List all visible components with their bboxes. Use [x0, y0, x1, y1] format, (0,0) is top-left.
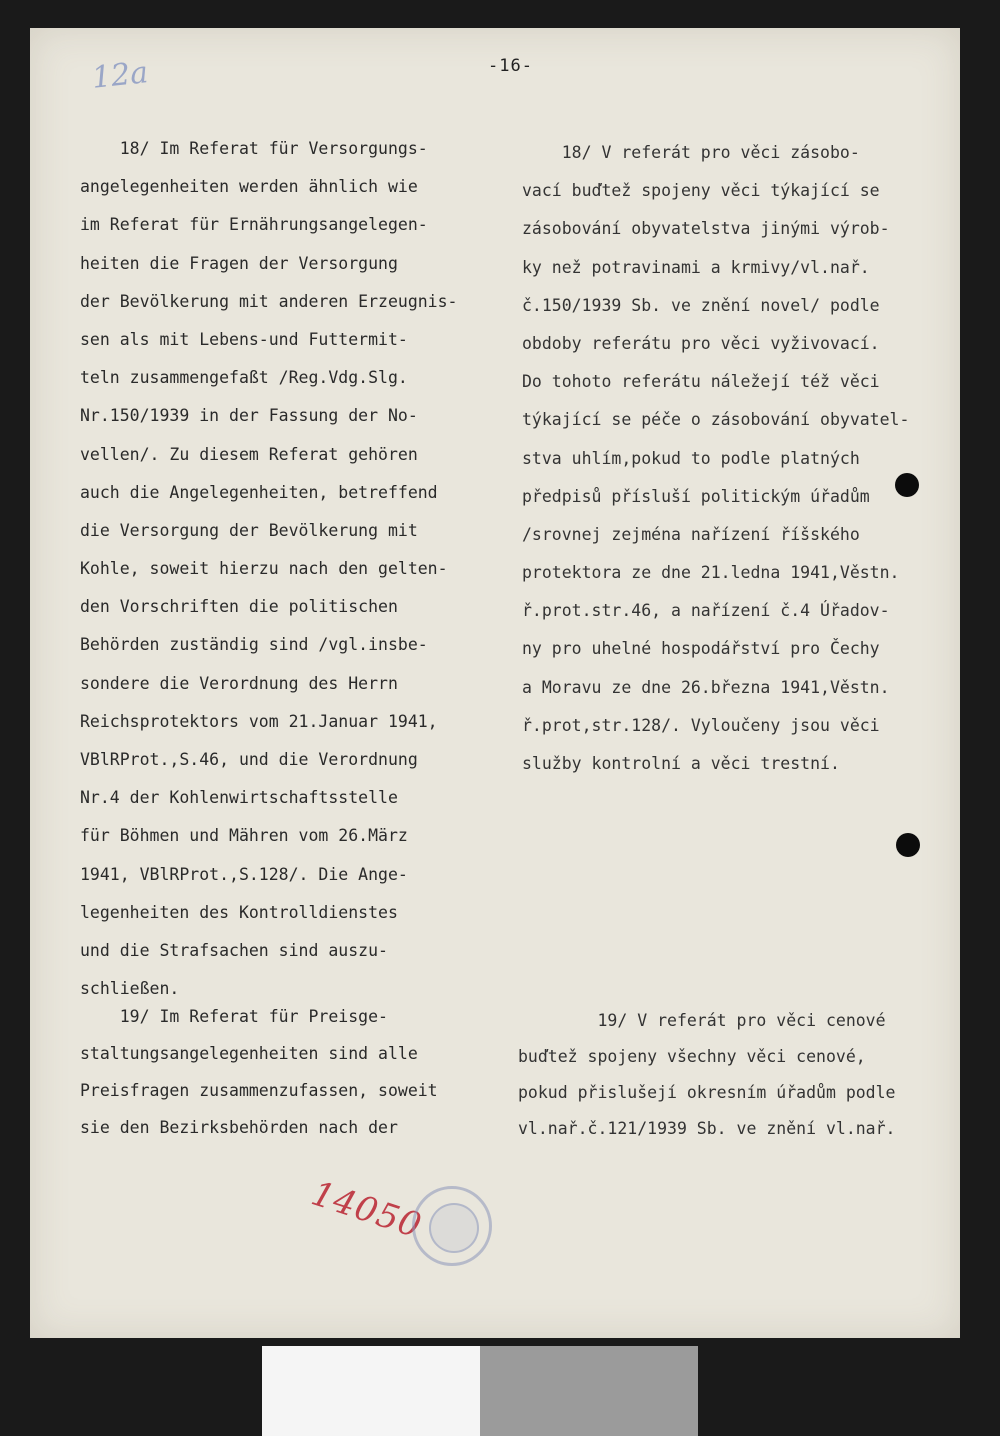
- text-line: vellen/. Zu diesem Referat gehören: [80, 444, 418, 464]
- text-line: Do tohoto referátu náležejí též věci: [522, 372, 880, 392]
- text-line: předpisů přísluší politickým úřadům: [522, 486, 870, 506]
- seal-emblem: [429, 1203, 479, 1253]
- text-line: angelegenheiten werden ähnlich wie: [80, 177, 418, 197]
- text-line: Nr.150/1939 in der Fassung der No-: [80, 406, 418, 426]
- archive-number-stamp: 14050: [306, 1173, 427, 1247]
- text-line: 19/ Im Referat für Preisge-: [80, 1007, 388, 1026]
- text-line: vl.nař.č.121/1939 Sb. ve znění vl.nař.: [518, 1119, 896, 1138]
- text-line: Preisfragen zusammenzufassen, soweit: [80, 1081, 438, 1100]
- text-line: ř.prot,str.128/. Vyloučeny jsou věci: [522, 715, 880, 735]
- text-line: staltungsangelegenheiten sind alle: [80, 1044, 418, 1063]
- text-line: 19/ V referát pro věci cenové: [518, 1011, 886, 1030]
- punch-hole: [896, 833, 920, 857]
- german-paragraph-18: [80, 130, 458, 1008]
- text-line: týkající se péče o zásobování obyvatel-: [522, 410, 910, 430]
- text-line: 1941, VBlRProt.,S.128/. Die Ange-: [80, 864, 408, 884]
- text-line: der Bevölkerung mit anderen Erzeugnis-: [80, 291, 458, 311]
- text-line: protektora ze dne 21.ledna 1941,Věstn.: [522, 563, 900, 583]
- text-line: č.150/1939 Sb. ve znění novel/ podle: [522, 295, 880, 315]
- text-line: und die Strafsachen sind auszu-: [80, 940, 388, 960]
- text-line: legenheiten des Kontrolldienstes: [80, 902, 398, 922]
- czech-paragraph-19: [518, 1003, 896, 1147]
- color-calibration-white: [262, 1346, 480, 1436]
- color-calibration-gray: [480, 1346, 698, 1436]
- text-line: služby kontrolní a věci trestní.: [522, 754, 840, 773]
- text-line: Behörden zuständig sind /vgl.insbe-: [80, 635, 428, 655]
- text-line: für Böhmen und Mähren vom 26.März: [80, 826, 408, 846]
- text-line: schließen.: [80, 979, 180, 999]
- text-line: die Versorgung der Bevölkerung mit: [80, 520, 418, 540]
- text-line: den Vorschriften die politischen: [80, 597, 398, 617]
- text-line: 18/ Im Referat für Versorgungs-: [80, 139, 428, 158]
- text-line: Reichsprotektors vom 21.Januar 1941,: [80, 711, 438, 731]
- page-number: -16-: [488, 56, 533, 76]
- text-line: buďtež spojeny všechny věci cenové,: [518, 1047, 866, 1066]
- text-line: 18/ V referát pro věci zásobo-: [522, 143, 860, 162]
- text-line: sondere die Verordnung des Herrn: [80, 673, 398, 693]
- czech-paragraph-18: [522, 134, 909, 783]
- text-line: /srovnej zejména nařízení říšského: [522, 524, 860, 544]
- text-line: teln zusammengefaßt /Reg.Vdg.Slg.: [80, 368, 408, 388]
- handwritten-page-mark: 12a: [90, 55, 150, 96]
- text-line: Nr.4 der Kohlenwirtschaftsstelle: [80, 788, 398, 808]
- text-line: zásobování obyvatelstva jinými výrob-: [522, 219, 890, 239]
- text-line: a Moravu ze dne 26.března 1941,Věstn.: [522, 677, 890, 697]
- text-line: pokud přislušejí okresním úřadům podle: [518, 1083, 896, 1102]
- punch-hole: [895, 473, 919, 497]
- text-line: ky než potravinami a krmivy/vl.nař.: [522, 257, 870, 277]
- text-line: im Referat für Ernährungsangelegen-: [80, 215, 428, 235]
- archive-seal-stamp: [412, 1186, 492, 1266]
- text-line: sen als mit Lebens-und Futtermit-: [80, 329, 408, 349]
- text-line: vací buďtež spojeny věci týkající se: [522, 181, 880, 201]
- text-line: stva uhlím,pokud to podle platných: [522, 448, 860, 468]
- text-line: VBlRProt.,S.46, und die Verordnung: [80, 750, 418, 769]
- text-line: ny pro uhelné hospodářství pro Čechy: [522, 639, 880, 659]
- text-line: auch die Angelegenheiten, betreffend: [80, 482, 438, 502]
- text-line: obdoby referátu pro věci vyživovací.: [522, 333, 880, 353]
- text-line: sie den Bezirksbehörden nach der: [80, 1118, 398, 1137]
- text-line: heiten die Fragen der Versorgung: [80, 253, 398, 273]
- german-paragraph-19: [80, 998, 438, 1146]
- text-line: Kohle, soweit hierzu nach den gelten-: [80, 559, 448, 579]
- text-line: ř.prot.str.46, a nařízení č.4 Úřadov-: [522, 601, 890, 621]
